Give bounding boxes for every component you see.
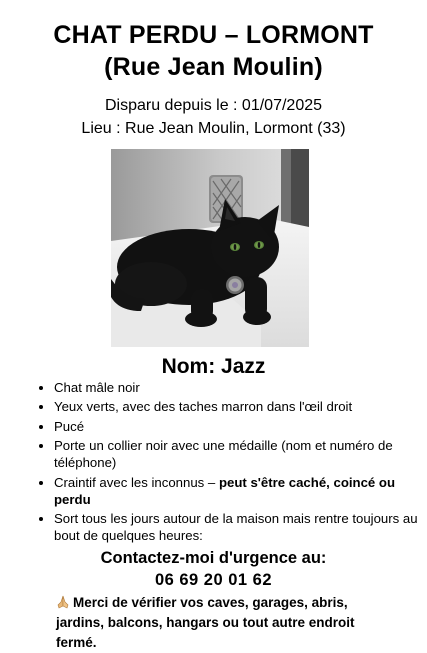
contact-heading: Contactez-moi d'urgence au: bbox=[100, 549, 327, 567]
list-item: • Yeux verts, avec des taches marron dans l'œil droit bbox=[54, 398, 427, 415]
praying-hands-icon bbox=[56, 595, 70, 609]
list-item: • Pucé bbox=[54, 418, 427, 435]
disappearance-date: Disparu depuis le : 01/07/2025 bbox=[104, 97, 323, 114]
list-item: • Porte un collier noir avec une médaille (nom et numéro de téléphone) bbox=[54, 437, 427, 471]
cat-name-heading: Nom: Jazz bbox=[161, 355, 266, 378]
cat-illustration bbox=[111, 149, 309, 347]
list-item: • Chat mâle noir bbox=[54, 379, 427, 396]
location-text: Lieu : Rue Jean Moulin, Lormont (33) bbox=[81, 120, 346, 137]
description-list bbox=[36, 379, 427, 546]
cat-photo bbox=[111, 149, 309, 347]
list-item: • Sort tous les jours autour de la maison mais rentre toujours au bout de quelques heures: bbox=[54, 510, 427, 544]
emphasis-text: peut s'être caché, coincé ou perdu bbox=[54, 474, 396, 507]
poster-title: CHAT PERDU – LORMONT bbox=[53, 21, 374, 49]
poster-subtitle: (Rue Jean Moulin) bbox=[104, 53, 323, 81]
phone-number[interactable]: 06 69 20 01 62 bbox=[154, 571, 273, 589]
list-item: • Craintif avec les inconnus – peut s'être caché, coincé ou perdu bbox=[54, 474, 427, 508]
closing-request bbox=[56, 593, 386, 653]
closing-text: Merci de vérifier vos caves, garages, abris, jardins, balcons, hangars ou tout autre endroit fermé. bbox=[56, 595, 355, 650]
